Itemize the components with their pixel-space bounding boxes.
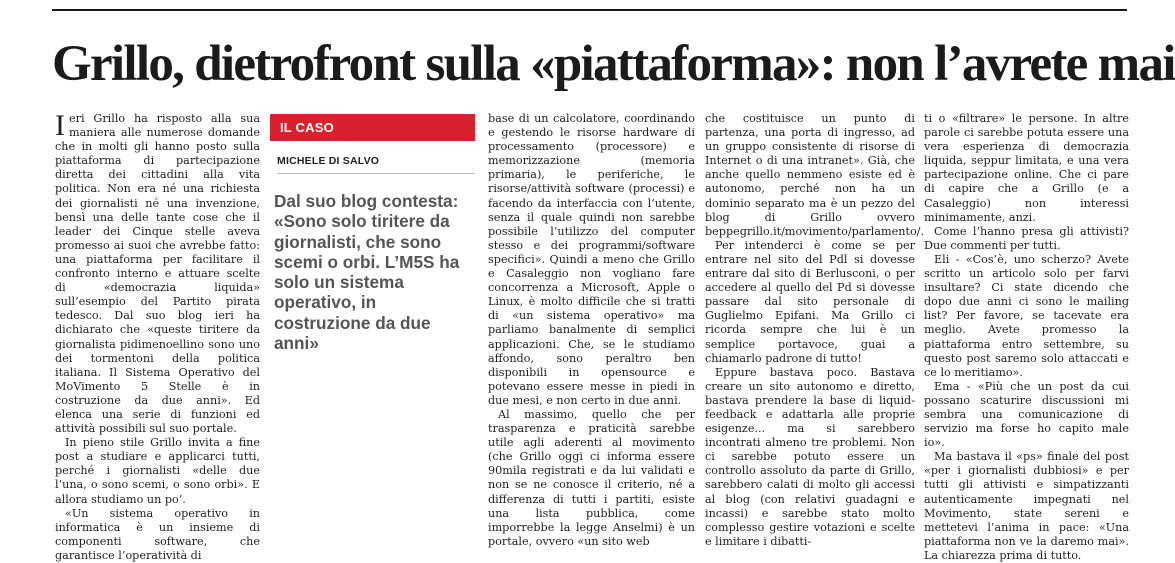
- pull-quote: Dal suo blog contesta: «Sono solo tiritere da giornalisti, che sono scemi o orbi. L’M5S ha solo un sistema operativo, in costruzione da due anni»: [274, 191, 460, 354]
- article-paragraph: Come l’hanno presa gli attivisti? Due commenti per tutti.: [924, 224, 1129, 252]
- paragraph-text: eri Grillo ha risposto alla sua maniera alle numerose domande che in molti gli hanno posto sulla piattaforma di partecipazione diretta dei cittadini alla vita politica. Non era né una richiesta dei giornalisti né una invenzione, bensì una delle tante cose che il leader dei Cinque stelle aveva promesso ai suoi che avrebbe fatto: una piattaforma per facilitare il confronto interno e attuare scelte di «democrazia liquida» sull’esempio del Partito pirata tedesco. Dal suo blog ieri ha dichiarato che «queste tiritere da giornalista pidimenoellino sono uno dei tormentoni della politica italiana. Il Sistema Operativo del MoVimento 5 Stelle è in costruzione da due anni». Ed elenca una serie di funzioni ed attività possibili sul suo portale.: [55, 112, 260, 436]
- article-paragraph: In pieno stile Grillo invita a fine post a studiare e applicarci tutti, perché i giornalisti «delle due l’una, o sono scemi, o sono orbi». E allora studiamo un po’.: [55, 436, 260, 506]
- article-paragraph: Ma bastava il «ps» finale del post «per i giornalisti dubbiosi» e per tutti gli attivisti e simpatizzanti autenticamente impegnati nel Movimento, state sereni e mettetevi l’anima in pace: «Una piattaforma non ve la daremo mai». La chiarezza prima di tutto.: [924, 450, 1129, 562]
- article-paragraph: Eli - «Cos’è, uno scherzo? Avete scritto un articolo solo per farvi insultare? Ci state dicendo che dopo due anni ci sono le mailing list? Per favore, se tacevate era meglio. Avete promesso la piattaforma entro settembre, su questo post saremo solo attaccati e ce lo meritiamo».: [924, 252, 1129, 379]
- article-paragraph: Al massimo, quello che per trasparenza e praticità sarebbe utile agli aderenti al movimento (che Grillo oggi ci informa essere 90mila registrati e da lui validati e non se ne conosce il criterio, né a differenza di tutti i partiti, esiste una lista pubblica, come imporrebbe la legge Anselmi) è un portale, ovvero «un sito web: [488, 407, 695, 548]
- article-paragraph: base di un calcolatore, coordinando e gestendo le risorse hardware di processamento (processore) e memorizzazione (memoria primaria), le periferiche, le risorse/attività software (processi) e facendo da interfaccia con l’utente, senza il quale quindi non sarebbe possibile l’utilizzo del computer stesso e dei programmi/software specifici». Quindi a meno che Grillo e Casaleggio non vogliano fare concorrenza a Microsoft, Apple o Linux, è molto difficile che si tratti di «un sistema operativo» ma parliamo banalmente di semplici applicazioni. Che, se le studiamo affondo, sono peraltro ben disponibili in opensource e potevano essere messe in piedi in due mesi, e non certo in due anni.: [488, 112, 695, 407]
- article-paragraph: Per intenderci è come se per entrare nel sito del Pdl si dovesse entrare dal sito di Berlusconi, o per accedere al quello del Pd si dovesse passare dal sito personale di Guglielmo Epifani. Ma Grillo ci ricorda sempre che lui è un semplice portavoce, guai a chiamarlo padrone di tutto!: [705, 238, 915, 365]
- article-paragraph: [55, 109, 260, 436]
- section-label: IL CASO: [270, 114, 475, 141]
- article-column-5: [924, 112, 1129, 562]
- article-paragraph: Ema - «Più che un post da cui possano scaturire discussioni mi sembra una comunicazione di servizio ma forse ho capito male io».: [924, 379, 1129, 450]
- article-paragraph: «Un sistema operativo in informatica è un insieme di componenti software, che garantisce l’operatività di: [55, 506, 260, 562]
- divider: [277, 173, 475, 174]
- article-paragraph: ti o «filtrare» le persone. In altre parole ci sarebbe potuta essere una vera esperienza di democrazia liquida, seppur limitata, e una vera partecipazione online. Che ci pare di capire che a Grillo (e a Casaleggio) non interessi minimamente, anzi.: [924, 112, 1129, 224]
- article-column-1: [55, 109, 260, 562]
- article-column-3: [488, 112, 695, 548]
- sidebar-box: [270, 114, 475, 514]
- article-column-4: [705, 112, 925, 548]
- article-paragraph: Eppure bastava poco. Bastava creare un sito autonomo e diretto, bastava prendere la base di liquid-feedback e adattarla alle proprie esigenze... ma si sarebbero incontrati almeno tre problemi. Non ci sarebbe potuto essere un controllo assoluto da parte di Grillo, sarebbero calati di molto gli accessi al blog (con relativi guadagni e incassi) e sarebbe stato molto complesso gestire votazioni e scelte e limitare i dibatti-: [705, 365, 915, 548]
- author-byline: MICHELE DI SALVO: [277, 155, 380, 167]
- article-paragraph: che costituisce un punto di partenza, una porta di ingresso, ad un gruppo consistente di risorse di Internet o di una intranet». Già, che anche quello nemmeno esiste ed è autonomo, perché non ha un dominio separato ma è un pezzo del blog di Grillo ovvero beppegrillo.it/movimento/parlamento/.: [705, 112, 925, 238]
- headline: Grillo, dietrofront sulla «piattaforma»: non l’avrete mai: [52, 36, 1175, 92]
- drop-cap: I: [55, 109, 65, 142]
- top-rule: [52, 9, 1127, 11]
